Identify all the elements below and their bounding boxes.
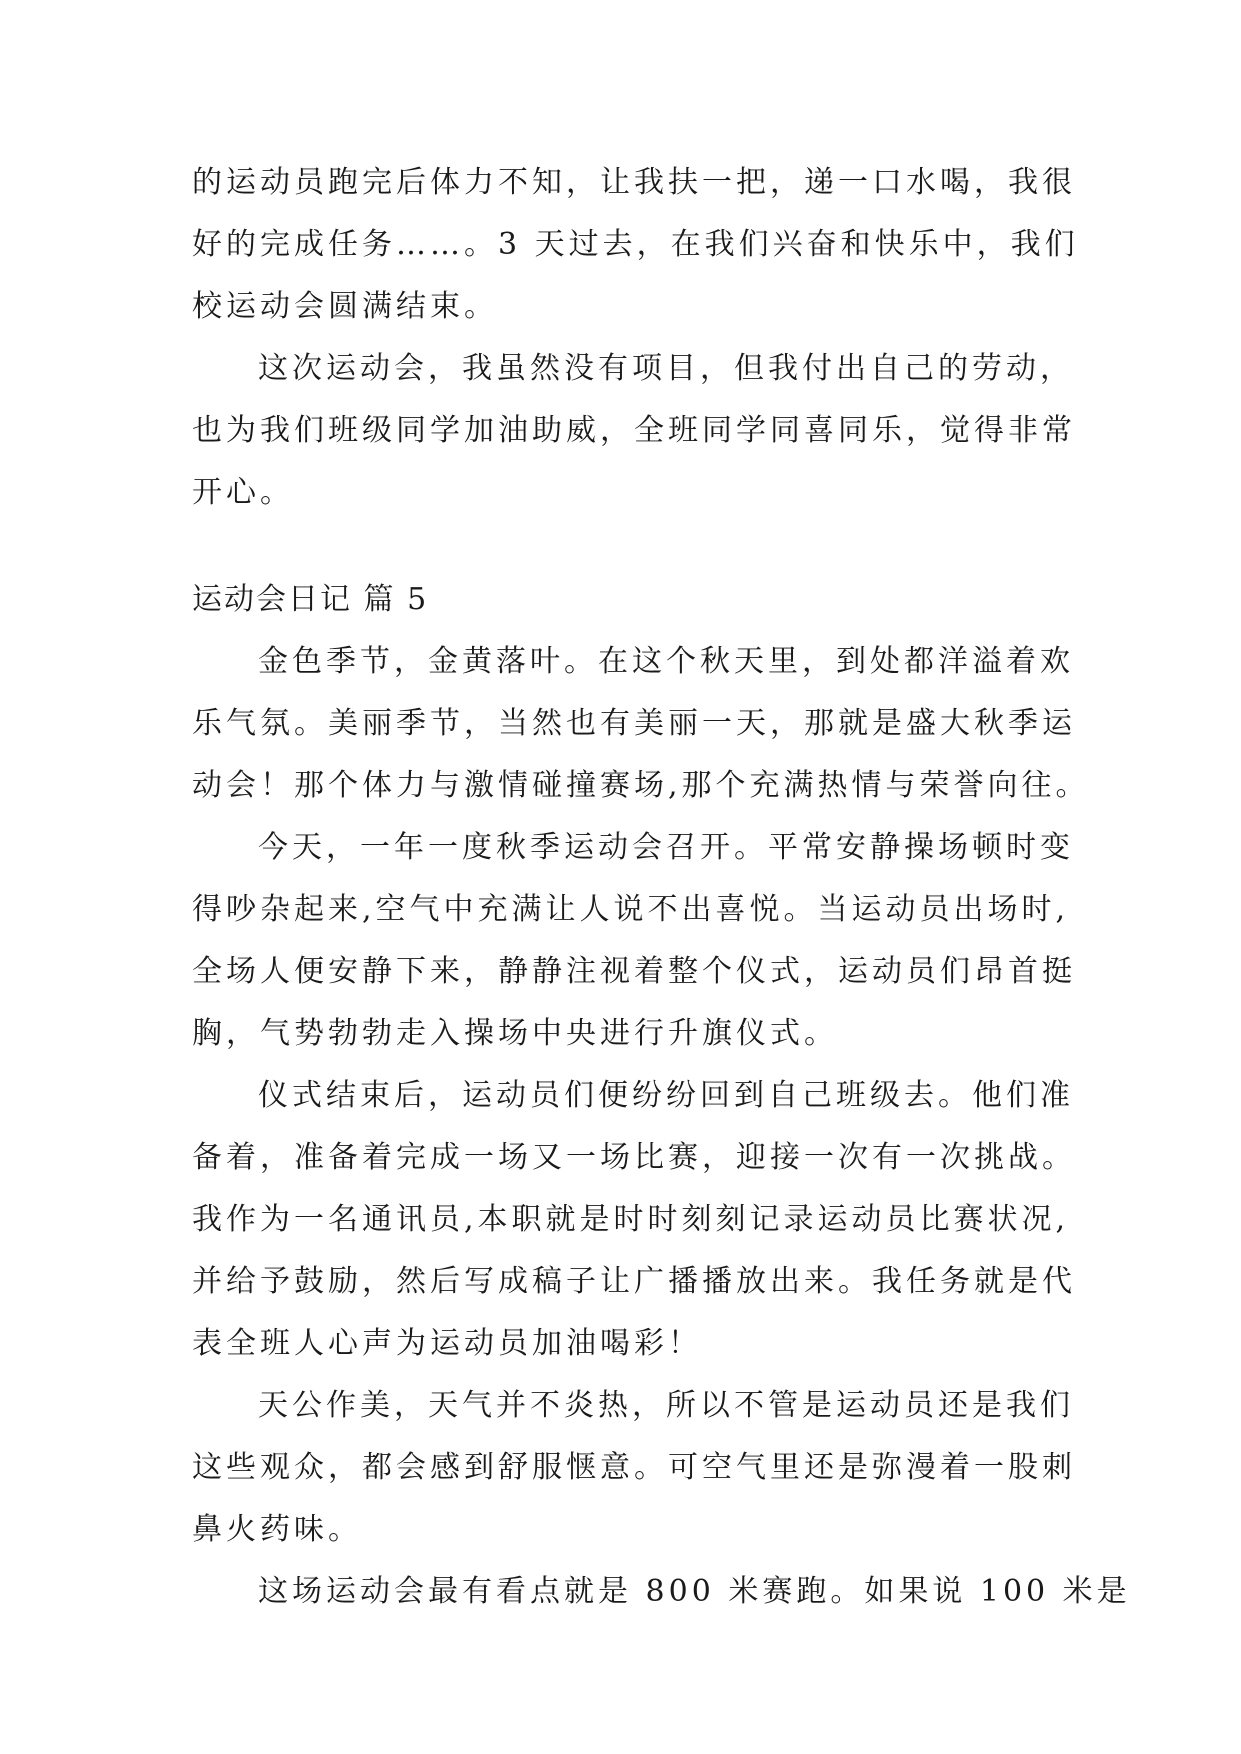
paragraph-start-line: 天公作美，天气并不炎热，所以不管是运动员还是我们: [258, 1388, 1074, 1423]
text-line: 全场人便安静下来，静静注视着整个仪式，运动员们昂首挺: [192, 954, 1076, 989]
paragraph-start-line: 今天，一年一度秋季运动会召开。平常安静操场顿时变: [258, 830, 1074, 865]
text-line: 并给予鼓励，然后写成稿子让广播播放出来。我任务就是代: [192, 1264, 1076, 1299]
paragraph-start-line: 金色季节，金黄落叶。在这个秋天里，到处都洋溢着欢: [258, 644, 1074, 679]
text-line: 表全班人心声为运动员加油喝彩！: [192, 1326, 702, 1361]
paragraph-start-line: 仪式结束后，运动员们便纷纷回到自己班级去。他们准: [258, 1078, 1074, 1113]
text-line: 胸，气势勃勃走入操场中央进行升旗仪式。: [192, 1016, 838, 1051]
text-line: 动会！那个体力与激情碰撞赛场,那个充满热情与荣誉向往。: [192, 768, 1090, 803]
text-line: 开心。: [192, 475, 294, 510]
text-line: 的运动员跑完后体力不知，让我扶一把，递一口水喝，我很: [192, 165, 1076, 200]
section-heading: 运动会日记 篇 5: [192, 582, 429, 617]
text-line: 好的完成任务……。3 天过去，在我们兴奋和快乐中，我们: [192, 227, 1079, 262]
text-line: 乐气氛。美丽季节，当然也有美丽一天，那就是盛大秋季运: [192, 706, 1076, 741]
paragraph-start-line: 这场运动会最有看点就是 800 米赛跑。如果说 100 米是: [258, 1574, 1131, 1609]
text-line: 我作为一名通讯员,本职就是时时刻刻记录运动员比赛状况,: [192, 1202, 1070, 1237]
text-line: 这些观众，都会感到舒服惬意。可空气里还是弥漫着一股刺: [192, 1450, 1076, 1485]
text-line: 校运动会圆满结束。: [192, 289, 498, 324]
paragraph-start-line: 这次运动会，我虽然没有项目，但我付出自己的劳动，: [258, 351, 1074, 386]
text-line: 备着，准备着完成一场又一场比赛，迎接一次有一次挑战。: [192, 1140, 1076, 1175]
text-line: 鼻火药味。: [192, 1512, 362, 1547]
text-line: 也为我们班级同学加油助威，全班同学同喜同乐，觉得非常: [192, 413, 1076, 448]
text-line: 得吵杂起来,空气中充满让人说不出喜悦。当运动员出场时,: [192, 892, 1070, 927]
